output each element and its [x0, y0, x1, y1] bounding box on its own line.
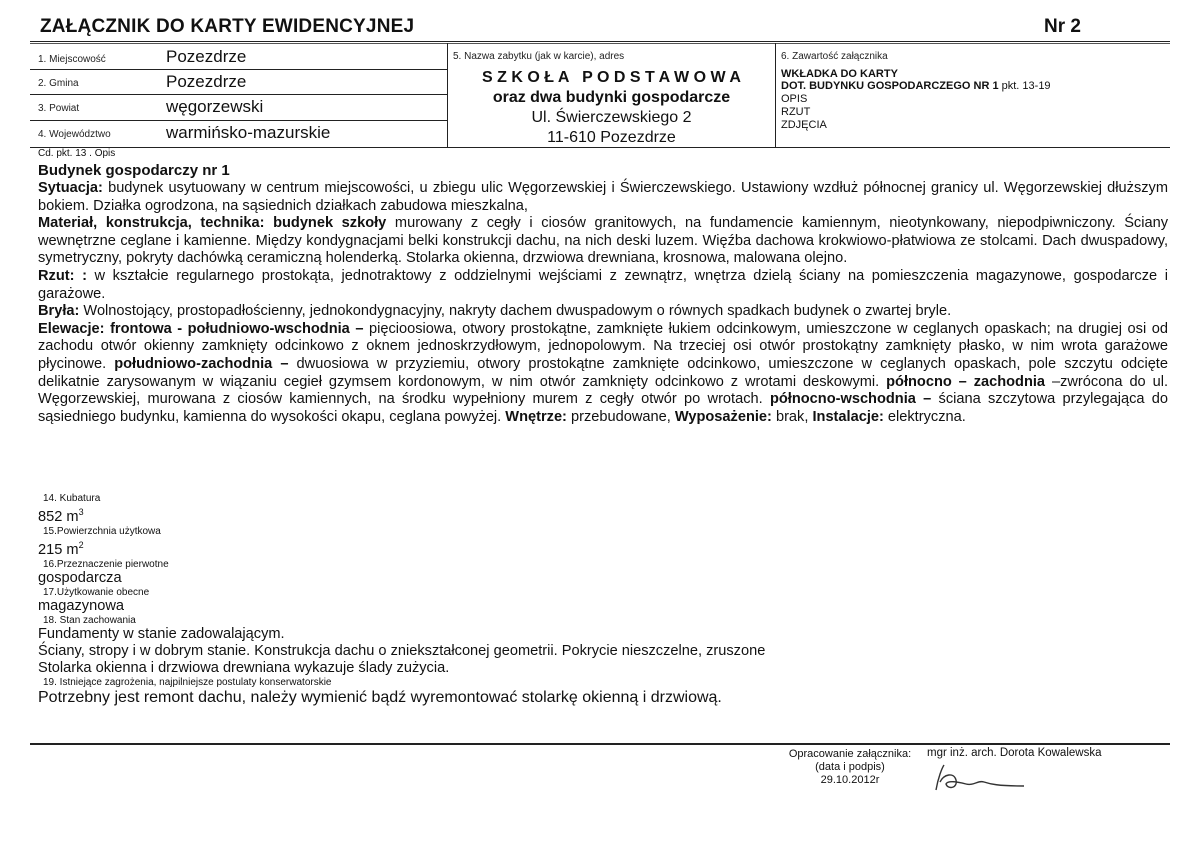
stan-label: 18. Stan zachowania — [43, 614, 136, 626]
contents-line1: WKŁADKA DO KARTY — [781, 68, 898, 80]
contents-item: RZUT — [781, 106, 811, 118]
przeznaczenie-label: 16.Przeznaczenie pierwotne — [43, 558, 169, 570]
footer-date: 29.10.2012r — [820, 774, 880, 786]
footer-prepared: Opracowanie załącznika: (data i podpis) 29.10.2012r — [780, 748, 920, 787]
uzytkowanie-value: magazynowa — [38, 597, 124, 614]
zagrozenia-value: Potrzebny jest remont dachu, należy wymienić bądź wyremontować stolarkę okienną i drzwiową. — [38, 688, 722, 706]
stan-line: Ściany, stropy i w dobrym stanie. Konstrukcja dachu o zniekształconej geometrii. Pokrycie nieszczelne, zruszone — [38, 642, 766, 659]
field-label: 2. Gmina — [38, 78, 79, 89]
footer-author: mgr inż. arch. Dorota Kowalewska — [927, 747, 1102, 759]
powierzchnia-label: 15.Powierzchnia użytkowa — [43, 525, 161, 537]
powierzchnia-value: 215 $m^2$ — [38, 539, 84, 558]
building-heading: Budynek gospodarczy nr 1 — [38, 162, 230, 179]
kubatura-label: 14. Kubatura — [43, 493, 101, 504]
field-powiat — [30, 95, 447, 120]
monument-postal: 11-610 Pozezdrze — [547, 129, 676, 146]
zagrozenia-label: 19. Istniejące zagrożenia, najpilniejsze postulaty konserwatorskie — [43, 676, 332, 688]
stan-line: Stolarka okienna i drzwiowa drewniana wykazuje ślady zużycia. — [38, 659, 450, 676]
field-gmina — [30, 70, 447, 94]
monument-subtitle: oraz dwa budynki gospodarcze — [492, 89, 731, 106]
sytuacja-paragraph: Sytuacja: budynek usytuowany w centrum miejscowości, u zbiegu ulic Węgorzewskiej i Świerczewskiego. Ustawiony wzdłuż północnej granicy ul. Węgorzewskiej dłuższym bokiem. Działka ogrodzona, na sąsiednich działkach zabudowa mieszkalna, — [38, 180, 1168, 214]
field-label: 4. Województwo — [38, 129, 111, 140]
bryla-paragraph: Bryła: Wolnostojący, prostopadłościenny, jednokondygnacyjny, nakryty dachem dwuspadowym o równych spadkach budynek o zwartej bryle. — [38, 303, 952, 320]
kubatura-value: 852 $m^3$ — [38, 507, 84, 525]
sections-block — [38, 493, 1158, 707]
description-body — [38, 180, 1168, 426]
continuation-label: Cd. pkt. 13 . Opis — [38, 148, 116, 159]
field-wojewodztwo — [30, 121, 447, 147]
field-value: Pozezdrze — [166, 72, 247, 91]
elewacje-paragraph: Elewacje: frontowa - południowo-wschodnia – pięcioosiowa, otwory prostokątne, zamknięte łukiem odcinkowym, umieszczone w ceglanych opaskach; na drugiej osi od zachodu otwór okienny zamknięty odcinkowo z oknem jednoskrzydłowym, jednopolowym. Na trzeciej osi otwór prostokątny zamknięty płasko, w nim wrota garażowe płycinowe. południowo-zachodnia – dwuosiowa w przyziemiu, otwory prostokątne zamknięte odcinkowo, umieszczone w ceglanych opaskach, pole szczytu odcięte delikatnie zarysowanym w wiązaniu cegieł gzymsem kordonowym, w nim otwór zamknięty odcinkowo z wrotami deskowymi. północno – zachodnia –zwrócona do ul. Węgorzewskiej, murowana z ciosów kamiennych, na środku wypełniony murem z cegły otwór po wrotach. północno-wschodnia – ściana szczytowa przylegająca do sąsiedniego budynku, kamienna do wysokości okapu, ceglana powyżej. Wnętrze: przebudowane, Wyposażenie: brak, Instalacje: elektryczna. — [38, 320, 1168, 425]
material-paragraph: Materiał, konstrukcja, technika: budynek szkoły murowany z cegły i ciosów granitowych, na fundamencie kamiennym, nieotynkowany, niepodpiwniczony. Ściany wewnętrzne ceglane i kamienne. Między kondygnacjami belki konstrukcji dachu, na nich deski luzem. Więźba dachowa krokwiowo-płatwiowa ze stolcami. Dach dwuspadowy, symetryczny, pokryty dachówką ceramiczną holenderką. Stolarka okienna, drzwiowa drewniana, krosnowa, malowana olejno. — [38, 215, 1169, 267]
contents-item: ZDJĘCIA — [781, 119, 827, 131]
contents-line2: DOT. BUDYNKU GOSPODARCZEGO NR 1 pkt. 13-19 — [781, 80, 1051, 92]
contents-label: 6. Zawartość załącznika — [781, 51, 888, 62]
rzut-paragraph: Rzut: : w kształcie regularnego prostokąta, jednotraktowy z oddzielnymi wejściami z zewnątrz, wnętrza dzielą ściany na pomieszczenia magazynowe, gospodarcze i garażowe. — [38, 267, 1168, 302]
field-label: 1. Miejscowość — [38, 54, 106, 65]
contents-box — [781, 68, 1166, 131]
field-value: warmińsko-mazurskie — [166, 123, 331, 142]
monument-label: 5. Nazwa zabytku (jak w karcie), adres — [453, 51, 625, 62]
document-title: ZAŁĄCZNIK DO KARTY EWIDENCYJNEJ — [40, 16, 415, 37]
uzytkowanie-label: 17.Użytkowanie obecne — [43, 586, 150, 598]
stan-line: Fundamenty w stanie zadowalającym. — [38, 625, 285, 642]
field-label: 3. Powiat — [38, 103, 80, 114]
attachment-number: Nr 2 — [1044, 16, 1081, 37]
field-value: Pozezdrze — [166, 47, 247, 66]
signature-icon — [928, 760, 1040, 796]
contents-item: OPIS — [781, 93, 808, 105]
przeznaczenie-value: gospodarcza — [38, 569, 122, 586]
field-miejscowosc — [30, 44, 447, 69]
monument-street: Ul. Świerczewskiego 2 — [531, 109, 692, 126]
monument-name: S Z K O Ł A P O D S T A W O W A — [482, 69, 741, 86]
field-value: węgorzewski — [166, 97, 264, 116]
